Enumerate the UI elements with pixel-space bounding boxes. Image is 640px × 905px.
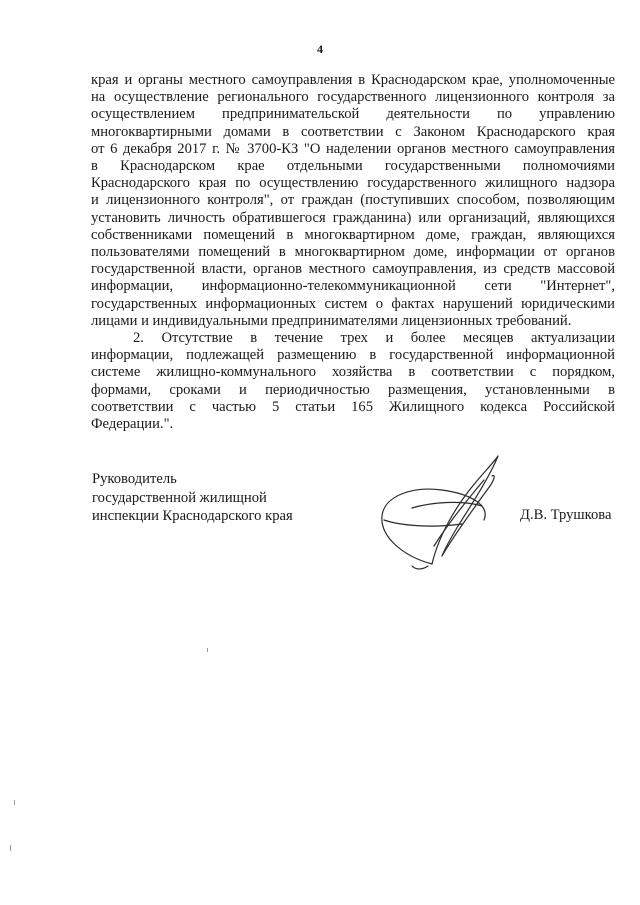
page-number: 4: [317, 42, 323, 56]
text-line: осуществлением предпринимательской деятельности по управлению: [91, 106, 615, 123]
signatory-title: [92, 470, 293, 526]
text-line: Краснодарского края по осуществлению государственного жилищного надзора: [91, 175, 615, 192]
text-line: в Краснодарском крае отдельными государственными полномочиями: [91, 158, 615, 175]
text-line: информации, подлежащей размещению в государственной информационной: [91, 347, 615, 364]
text-line: информации, информационно-телекоммуникационной сети "Интернет",: [91, 278, 615, 295]
handwritten-signature: [372, 446, 512, 576]
text-line: установить личность обратившегося гражданина) или организаций, являющихся: [91, 209, 615, 226]
text-line: и лицензионного контроля", от граждан (поступивших способом, позволяющим: [91, 192, 615, 209]
text-line: многоквартирными домами в соответствии с Законом Краснодарского края: [91, 123, 615, 140]
signatory-title-line: государственной жилищной: [92, 489, 267, 506]
signatory-title-line: Руководитель: [92, 471, 177, 487]
text-line: на осуществление регионального государственного лицензионного контроля за: [91, 89, 615, 106]
scan-speck: [10, 845, 11, 851]
text-line: 2. Отсутствие в течение трех и более месяцев актуализации: [133, 330, 615, 347]
text-line: от 6 декабря 2017 г. № 3700-КЗ "О наделении органов местного самоуправления: [91, 140, 615, 157]
signer-name: Д.В. Трушкова: [520, 507, 612, 523]
text-line: формами, сроками и периодичностью размещения, установленными в: [91, 381, 615, 398]
text-line: соответствии с частью 5 статьи 165 Жилищного кодекса Российской: [91, 398, 615, 415]
text-line: пользователями помещений в многоквартирном доме, информации от органов: [91, 244, 615, 261]
text-line: государственных информационных систем о фактах нарушений юридическими: [91, 295, 615, 312]
text-line: края и органы местного самоуправления в Краснодарском крае, уполномоченные: [91, 72, 615, 88]
text-line: лицами и индивидуальными предпринимателями лицензионных требований.: [91, 312, 572, 329]
scan-speck: [207, 648, 208, 652]
body-text: [91, 72, 615, 433]
signatory-title-line: инспекции Краснодарского края: [92, 508, 293, 524]
text-line: государственной власти, органов местного самоуправления, из средств массовой: [91, 261, 615, 278]
text-line: собственниками помещений в многоквартирном доме, граждан, являющихся: [91, 226, 615, 243]
scan-speck: [14, 800, 15, 805]
text-line: системе жилищно-коммунального хозяйства в соответствии с порядком,: [91, 364, 615, 381]
text-line: Федерации.".: [91, 416, 174, 433]
